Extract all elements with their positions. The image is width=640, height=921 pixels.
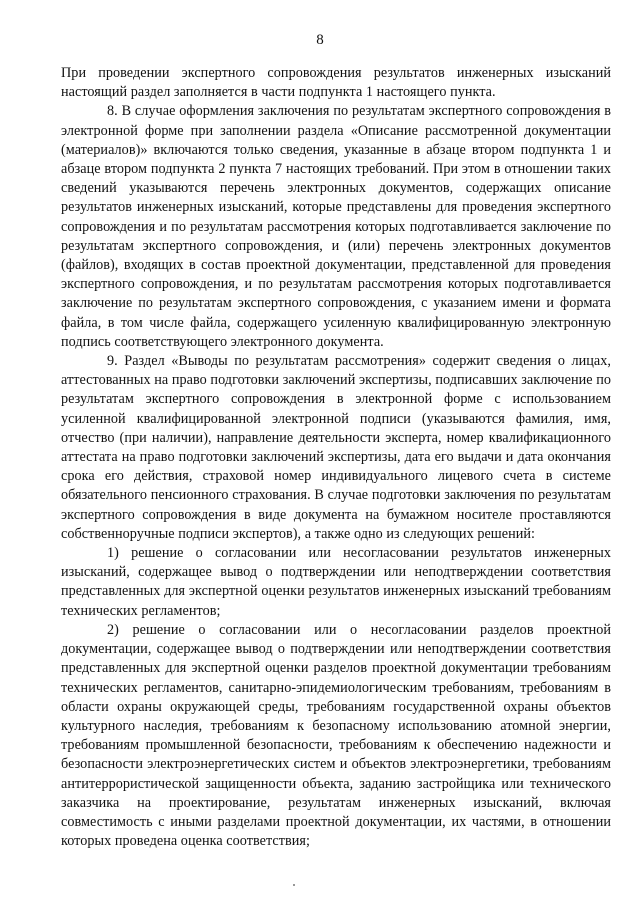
paragraph-item-8: 8. В случае оформления заключения по результатам экспертного сопровождения в электронной форме при заполнении раздела «Описание рассмотренной документации (материалов)» включаются только сведения, указанные в абзаце втором подпункта 1 и абзаце втором подпункта 2 пункта 7 настоящих требований. При этом в отношении таких сведений указываются перечень электронных документов, содержащих описание результатов инженерных изысканий, которые представлены для проведения экспертного сопровождения и по результатам рассмотрения которых подготавливается заключение по результатам экспертного сопровождения, и (или) перечень электронных документов (файлов), входящих в состав проектной документации, представленной для проведения экспертного сопровождения, и по результатам рассмотрения которых подготавливается заключение по результатам экспертного сопровождения, с указанием имени и формата файла, в том числе файла, содержащего усиленную квалифицированную электронную подпись соответствующего электронного документа. [61,103,611,350]
page-number: 8 [316,32,324,48]
paragraph-subitem-1: 1) решение о согласовании или несогласовании результатов инженерных изысканий, содержащее вывод о подтверждении или неподтверждении соответствия представленных для экспертной оценки результатов инженерных изысканий требованиям технических регламентов; [61,545,611,619]
document-text [61,64,611,851]
paragraph-intro: При проведении экспертного сопровождения результатов инженерных изысканий настоящий раздел заполняется в части подпункта 1 настоящего пункта. [61,65,611,101]
scan-speck [293,884,295,886]
paragraph-subitem-2: 2) решение о согласовании или о несогласовании разделов проектной документации, содержащее вывод о подтверждении или неподтверждении соответствия представленных для экспертной оценки разделов проектной документации требованиям технических регламентов, санитарно-эпидемиологическим требованиям, требованиям в области охраны окружающей среды, требованиям государственной охраны объектов культурного наследия, требованиям к безопасному использованию атомной энергии, требованиям промышленной безопасности, требованиям к обеспечению надежности и безопасности электроэнергетических систем и объектов электроэнергетики, требованиям антитеррористической защищенности объекта, заданию застройщика или технического заказчика на проектирование, результатам инженерных изысканий, включая совместимость с иными разделами проектной документации, их частями, в отношении которых проведена оценка соответствия; [61,621,611,850]
paragraph-item-9: 9. Раздел «Выводы по результатам рассмотрения» содержит сведения о лицах, аттестованных на право подготовки заключений экспертизы, подписавших заключение по результатам экспертного сопровождения в электронной форме с использованием усиленной квалифицированной электронной подписи (указываются фамилия, имя, отчество (при наличии), направление деятельности эксперта, номер квалификационного аттестата на право подготовки заключений экспертизы, дата его выдачи и дата окончания срока его действия, страховой номер индивидуального лицевого счета в системе обязательного пенсионного страхования. В случае подготовки заключения по результатам экспертного сопровождения в виде документа на бумажном носителе проставляются собственноручные подписи экспертов), а также одно из следующих решений: [61,353,611,542]
